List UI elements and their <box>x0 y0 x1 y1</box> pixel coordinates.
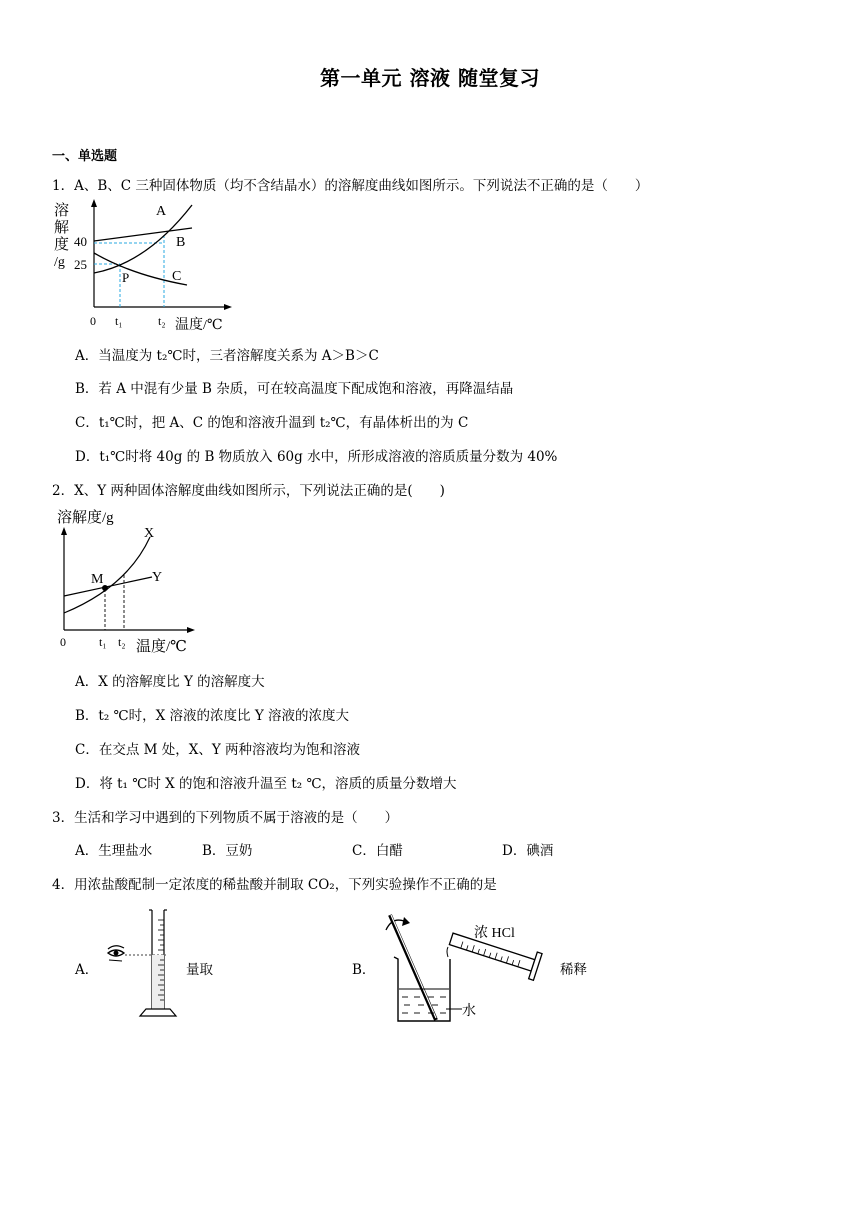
q3-option-d: D．碘酒 <box>502 843 554 859</box>
q1-option-b: B．若 A 中混有少量 B 杂质，可在较高温度下配成饱和溶液，再降温结晶 <box>75 381 514 397</box>
label-m: M <box>91 572 104 587</box>
water-label: 水 <box>462 1004 476 1019</box>
y-label-1: 溶 <box>54 203 70 219</box>
question-2-stem: 2．X、Y 两种固体溶解度曲线如图所示，下列说法正确的是( ) <box>52 483 445 499</box>
q3-option-c: C．白醋 <box>352 843 403 859</box>
q2-option-c: C．在交点 M 处，X、Y 两种溶液均为饱和溶液 <box>75 742 361 758</box>
q4-option-a-caption: 量取 <box>186 962 213 978</box>
q1-option-c: C．t₁℃时，把 A、C 的饱和溶液升温到 t₂℃，有晶体析出的为 C <box>75 415 469 431</box>
q2-option-a: A．X 的溶解度比 Y 的溶解度大 <box>75 674 265 690</box>
q1-solubility-chart <box>52 197 237 337</box>
curve-x <box>64 537 150 613</box>
x-axis-label: 温度/℃ <box>175 318 223 333</box>
q4-option-b-letter: B． <box>352 962 376 978</box>
q1-option-a: A．当温度为 t₂℃时，三者溶解度关系为 A＞B＞C <box>75 348 379 364</box>
x-tick-t2: t₂ <box>158 314 166 328</box>
y-label-2: 解 <box>54 220 70 236</box>
q1-option-d: D．t₁℃时将 40g 的 B 物质放入 60g 水中，所形成溶液的溶质质量分数为 40% <box>75 449 558 465</box>
x-tick-t1: t₁ <box>115 314 123 328</box>
question-3-stem: 3．生活和学习中遇到的下列物质不属于溶液的是（ ） <box>52 810 399 826</box>
y-label-4: /g <box>54 255 65 270</box>
q4-option-b-caption: 稀释 <box>560 962 587 978</box>
q2-option-d: D．将 t₁ ℃时 X 的饱和溶液升温至 t₂ ℃，溶质的质量分数增大 <box>75 776 457 792</box>
label-a: A <box>156 204 167 219</box>
q3-option-a: A．生理盐水 <box>75 843 153 859</box>
label-c: C <box>172 269 182 284</box>
page-title: 第一单元 溶液 随堂复习 <box>320 66 540 90</box>
x-axis-label: 温度/℃ <box>136 639 187 655</box>
question-1-stem: 1．A、B、C 三种固体物质（均不含结晶水）的溶解度曲线如图所示。下列说法不正确的是（ ） <box>52 178 649 194</box>
y-axis-label: 溶解度/g <box>57 510 114 526</box>
q2-option-b: B．t₂ ℃时，X 溶液的浓度比 Y 溶液的浓度大 <box>75 708 350 724</box>
y-tick-40: 40 <box>74 234 87 249</box>
x-tick-t1: t₁ <box>99 635 107 649</box>
x-tick-0: 0 <box>90 314 96 328</box>
curve-y <box>64 577 152 596</box>
y-label-3: 度 <box>54 237 70 253</box>
label-y: Y <box>152 570 163 585</box>
conc-hcl-label: 浓 HCl <box>474 926 515 941</box>
question-4-stem: 4．用浓盐酸配制一定浓度的稀盐酸并制取 CO₂，下列实验操作不正确的是 <box>52 877 497 893</box>
dilution-figure <box>378 905 553 1027</box>
label-b: B <box>176 235 186 250</box>
q3-option-b: B．豆奶 <box>202 843 253 859</box>
measuring-cylinder-figure <box>100 905 190 1020</box>
section-heading: 一、单选题 <box>52 149 118 164</box>
y-tick-25: 25 <box>74 257 87 272</box>
q4-option-a-letter: A． <box>75 962 99 978</box>
label-x: X <box>144 526 155 541</box>
q2-solubility-chart <box>52 505 202 655</box>
x-tick-t2: t₂ <box>118 635 126 649</box>
label-p: P <box>122 270 130 285</box>
x-tick-0: 0 <box>60 635 66 649</box>
